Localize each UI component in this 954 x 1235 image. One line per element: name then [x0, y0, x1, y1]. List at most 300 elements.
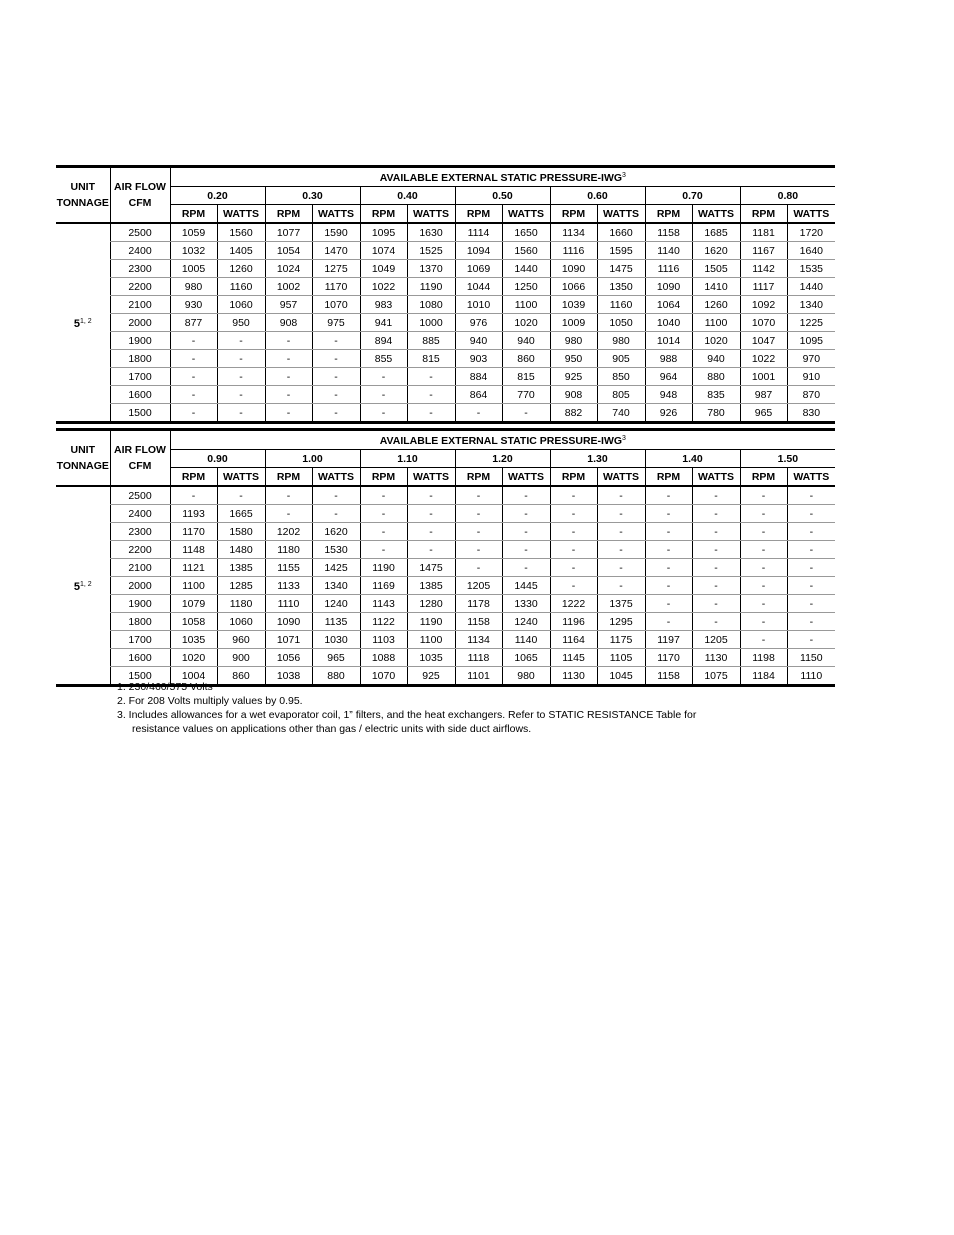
- rpm-cell: 976: [455, 314, 502, 332]
- watts-cell: -: [217, 404, 265, 423]
- rpm-cell: 983: [360, 296, 407, 314]
- watts-cell: -: [217, 386, 265, 404]
- rpm-cell: 1101: [455, 667, 502, 686]
- rpm-cell: 1202: [265, 523, 312, 541]
- watts-cell: 940: [692, 350, 740, 368]
- rpm-cell: 1044: [455, 278, 502, 296]
- rpm-cell: 1222: [550, 595, 597, 613]
- rpm-cell: 1077: [265, 223, 312, 242]
- rpm-cell: 1070: [360, 667, 407, 686]
- rpm-cell: 1158: [455, 613, 502, 631]
- rpm-cell: -: [265, 505, 312, 523]
- table-body: [56, 223, 835, 423]
- rpm-cell: 1110: [265, 595, 312, 613]
- rpm-cell: -: [740, 523, 787, 541]
- rpm-cell: 1059: [170, 223, 217, 242]
- rpm-cell: 1024: [265, 260, 312, 278]
- rpm-cell: 1148: [170, 541, 217, 559]
- cfm-cell: 2000: [110, 314, 170, 332]
- table-row: [56, 404, 835, 423]
- pressure-header: 1.50: [740, 450, 835, 468]
- table-row: [56, 314, 835, 332]
- footnotes: [117, 680, 696, 736]
- rpm-cell: 1074: [360, 242, 407, 260]
- rpm-cell: -: [550, 541, 597, 559]
- rpm-cell: 1142: [740, 260, 787, 278]
- watts-header: WATTS: [597, 468, 645, 487]
- rpm-cell: 1158: [645, 667, 692, 686]
- watts-cell: 860: [502, 350, 550, 368]
- table-row: [56, 523, 835, 541]
- rpm-cell: 988: [645, 350, 692, 368]
- cfm-cell: 1800: [110, 613, 170, 631]
- rpm-cell: -: [455, 505, 502, 523]
- watts-header: WATTS: [312, 205, 360, 224]
- cfm-cell: 2100: [110, 296, 170, 314]
- rpm-header: RPM: [550, 468, 597, 487]
- rpm-cell: 1116: [550, 242, 597, 260]
- rpm-cell: 1180: [265, 541, 312, 559]
- watts-cell: 1100: [692, 314, 740, 332]
- watts-cell: -: [502, 404, 550, 423]
- footnote-3: 3. Includes allowances for a wet evaporator coil, 1” filters, and the heat exchangers. Refer to STATIC RESISTANCE Table for: [117, 709, 697, 721]
- rpm-cell: -: [645, 595, 692, 613]
- watts-cell: -: [217, 486, 265, 505]
- rpm-cell: -: [740, 486, 787, 505]
- rpm-cell: 1001: [740, 368, 787, 386]
- rpm-cell: -: [170, 486, 217, 505]
- watts-cell: 815: [502, 368, 550, 386]
- watts-cell: -: [312, 404, 360, 423]
- rpm-cell: 1145: [550, 649, 597, 667]
- cfm-cell: 1500: [110, 404, 170, 423]
- watts-cell: 850: [597, 368, 645, 386]
- cfm-cell: 2300: [110, 523, 170, 541]
- rpm-cell: 1134: [455, 631, 502, 649]
- watts-cell: 830: [787, 404, 835, 423]
- rpm-cell: -: [170, 404, 217, 423]
- rpm-cell: 877: [170, 314, 217, 332]
- rpm-cell: 1118: [455, 649, 502, 667]
- watts-cell: -: [597, 523, 645, 541]
- blower-performance-table-1: [56, 165, 835, 424]
- watts-cell: 960: [217, 631, 265, 649]
- watts-cell: -: [407, 486, 455, 505]
- rpm-cell: -: [360, 505, 407, 523]
- rpm-cell: 1054: [265, 242, 312, 260]
- esp-title: AVAILABLE EXTERNAL STATIC PRESSURE-IWG$^3$: [170, 167, 835, 187]
- watts-cell: 1260: [692, 296, 740, 314]
- rpm-cell: 855: [360, 350, 407, 368]
- pressure-header: 0.90: [170, 450, 265, 468]
- table-body: [56, 486, 835, 686]
- watts-cell: 1060: [217, 296, 265, 314]
- rpm-cell: 908: [265, 314, 312, 332]
- watts-cell: 1100: [502, 296, 550, 314]
- rpm-header: RPM: [170, 205, 217, 224]
- watts-cell: 1525: [407, 242, 455, 260]
- rpm-cell: 864: [455, 386, 502, 404]
- watts-cell: -: [502, 541, 550, 559]
- pressure-header: 0.30: [265, 187, 360, 205]
- table-row: [56, 332, 835, 350]
- watts-cell: 1095: [787, 332, 835, 350]
- rpm-cell: -: [645, 559, 692, 577]
- rpm-cell: -: [550, 559, 597, 577]
- watts-cell: 1105: [597, 649, 645, 667]
- cfm-cell: 2500: [110, 223, 170, 242]
- watts-cell: 980: [502, 667, 550, 686]
- watts-cell: 1190: [407, 613, 455, 631]
- rpm-cell: 1069: [455, 260, 502, 278]
- cfm-cell: 2300: [110, 260, 170, 278]
- rpm-cell: 1092: [740, 296, 787, 314]
- watts-cell: 835: [692, 386, 740, 404]
- rpm-cell: 1169: [360, 577, 407, 595]
- watts-cell: -: [692, 523, 740, 541]
- rpm-cell: 1058: [170, 613, 217, 631]
- rpm-cell: 1197: [645, 631, 692, 649]
- cfm-cell: 1900: [110, 332, 170, 350]
- rpm-cell: 1022: [360, 278, 407, 296]
- watts-cell: 1595: [597, 242, 645, 260]
- watts-cell: -: [407, 541, 455, 559]
- watts-cell: -: [407, 404, 455, 423]
- air-flow-header: AIR FLOW CFM: [110, 167, 170, 224]
- watts-cell: -: [787, 631, 835, 649]
- watts-header: WATTS: [502, 205, 550, 224]
- rpm-cell: 1130: [550, 667, 597, 686]
- watts-header: WATTS: [692, 205, 740, 224]
- watts-cell: -: [787, 505, 835, 523]
- footnote-2: 2. For 208 Volts multiply values by 0.95.: [117, 695, 303, 707]
- watts-cell: 880: [312, 667, 360, 686]
- watts-cell: 1035: [407, 649, 455, 667]
- rpm-header: RPM: [550, 205, 597, 224]
- table-row: [56, 649, 835, 667]
- watts-cell: -: [407, 523, 455, 541]
- rpm-cell: 1039: [550, 296, 597, 314]
- watts-cell: 1240: [312, 595, 360, 613]
- table-row: [56, 350, 835, 368]
- rpm-cell: -: [645, 505, 692, 523]
- rpm-cell: 884: [455, 368, 502, 386]
- rpm-header: RPM: [455, 205, 502, 224]
- rpm-cell: 940: [455, 332, 502, 350]
- cfm-cell: 1500: [110, 667, 170, 686]
- watts-cell: 1080: [407, 296, 455, 314]
- watts-cell: 1260: [217, 260, 265, 278]
- watts-cell: 1665: [217, 505, 265, 523]
- rpm-cell: -: [360, 523, 407, 541]
- rpm-cell: -: [645, 577, 692, 595]
- watts-cell: 1225: [787, 314, 835, 332]
- watts-cell: -: [692, 577, 740, 595]
- watts-cell: -: [407, 386, 455, 404]
- rpm-cell: 1035: [170, 631, 217, 649]
- rpm-cell: 1155: [265, 559, 312, 577]
- watts-cell: 1535: [787, 260, 835, 278]
- watts-cell: 1375: [597, 595, 645, 613]
- rpm-cell: 930: [170, 296, 217, 314]
- rpm-cell: 1094: [455, 242, 502, 260]
- watts-cell: 1470: [312, 242, 360, 260]
- rpm-cell: 1121: [170, 559, 217, 577]
- table-row: [56, 368, 835, 386]
- watts-cell: 1370: [407, 260, 455, 278]
- watts-cell: 1650: [502, 223, 550, 242]
- watts-cell: 1180: [217, 595, 265, 613]
- watts-cell: 1660: [597, 223, 645, 242]
- watts-cell: 1620: [692, 242, 740, 260]
- rpm-cell: -: [740, 595, 787, 613]
- rpm-cell: 948: [645, 386, 692, 404]
- pressure-header: 0.60: [550, 187, 645, 205]
- watts-cell: 1580: [217, 523, 265, 541]
- cfm-cell: 1900: [110, 595, 170, 613]
- watts-cell: -: [597, 541, 645, 559]
- watts-cell: -: [312, 386, 360, 404]
- watts-cell: 1275: [312, 260, 360, 278]
- pressure-header: 0.80: [740, 187, 835, 205]
- rpm-cell: -: [455, 404, 502, 423]
- pressure-header: 1.40: [645, 450, 740, 468]
- rpm-cell: 1066: [550, 278, 597, 296]
- rpm-cell: 1038: [265, 667, 312, 686]
- cfm-cell: 2200: [110, 541, 170, 559]
- watts-cell: 1205: [692, 631, 740, 649]
- watts-cell: -: [502, 523, 550, 541]
- watts-cell: 1295: [597, 613, 645, 631]
- watts-cell: -: [597, 577, 645, 595]
- watts-cell: 965: [312, 649, 360, 667]
- rpm-cell: 1181: [740, 223, 787, 242]
- watts-cell: 860: [217, 667, 265, 686]
- watts-cell: 1480: [217, 541, 265, 559]
- watts-cell: 1150: [787, 649, 835, 667]
- watts-cell: 1170: [312, 278, 360, 296]
- rpm-cell: -: [265, 486, 312, 505]
- unit-tonnage-header: UNIT TONNAGE: [56, 430, 110, 487]
- rpm-cell: -: [265, 386, 312, 404]
- rpm-cell: 964: [645, 368, 692, 386]
- table-row: [56, 505, 835, 523]
- rpm-cell: -: [550, 523, 597, 541]
- table-row: [56, 486, 835, 505]
- cfm-cell: 2400: [110, 242, 170, 260]
- watts-cell: 970: [787, 350, 835, 368]
- rpm-cell: 1004: [170, 667, 217, 686]
- watts-cell: -: [312, 486, 360, 505]
- rpm-cell: -: [550, 486, 597, 505]
- rpm-header: RPM: [265, 468, 312, 487]
- watts-cell: 1440: [787, 278, 835, 296]
- watts-cell: 1190: [407, 278, 455, 296]
- rpm-cell: 1178: [455, 595, 502, 613]
- watts-cell: 1560: [217, 223, 265, 242]
- watts-cell: 1385: [217, 559, 265, 577]
- rpm-cell: 1158: [645, 223, 692, 242]
- rpm-cell: 1184: [740, 667, 787, 686]
- rpm-cell: 1134: [550, 223, 597, 242]
- watts-cell: -: [787, 523, 835, 541]
- watts-cell: 805: [597, 386, 645, 404]
- watts-cell: 1475: [407, 559, 455, 577]
- cfm-cell: 1600: [110, 386, 170, 404]
- watts-cell: 925: [407, 667, 455, 686]
- rpm-cell: 1032: [170, 242, 217, 260]
- table-row: [56, 260, 835, 278]
- watts-header: WATTS: [407, 205, 455, 224]
- rpm-cell: 894: [360, 332, 407, 350]
- rpm-cell: 1095: [360, 223, 407, 242]
- rpm-cell: 1020: [170, 649, 217, 667]
- rpm-cell: -: [645, 541, 692, 559]
- watts-cell: -: [692, 559, 740, 577]
- watts-header: WATTS: [502, 468, 550, 487]
- table-row: [56, 631, 835, 649]
- watts-cell: 1590: [312, 223, 360, 242]
- watts-header: WATTS: [597, 205, 645, 224]
- rpm-cell: -: [265, 368, 312, 386]
- watts-cell: 1285: [217, 577, 265, 595]
- watts-cell: 940: [502, 332, 550, 350]
- rpm-cell: 1071: [265, 631, 312, 649]
- rpm-cell: 1070: [740, 314, 787, 332]
- rpm-cell: -: [170, 350, 217, 368]
- rpm-cell: -: [360, 541, 407, 559]
- watts-cell: -: [502, 505, 550, 523]
- watts-cell: 870: [787, 386, 835, 404]
- watts-header: WATTS: [407, 468, 455, 487]
- watts-header: WATTS: [312, 468, 360, 487]
- watts-cell: -: [407, 368, 455, 386]
- rpm-cell: 1056: [265, 649, 312, 667]
- watts-cell: -: [692, 486, 740, 505]
- watts-cell: 1340: [312, 577, 360, 595]
- pressure-header: 1.20: [455, 450, 550, 468]
- rpm-cell: 1103: [360, 631, 407, 649]
- rpm-header: RPM: [265, 205, 312, 224]
- watts-cell: 1475: [597, 260, 645, 278]
- rpm-cell: 957: [265, 296, 312, 314]
- rpm-cell: 965: [740, 404, 787, 423]
- watts-cell: 1030: [312, 631, 360, 649]
- watts-cell: 1140: [502, 631, 550, 649]
- esp-title: AVAILABLE EXTERNAL STATIC PRESSURE-IWG$^3$: [170, 430, 835, 450]
- watts-cell: 1065: [502, 649, 550, 667]
- rpm-cell: 903: [455, 350, 502, 368]
- rpm-cell: 1022: [740, 350, 787, 368]
- rpm-cell: -: [170, 386, 217, 404]
- pressure-header: 0.40: [360, 187, 455, 205]
- unit-tonnage-cell: 5$^{1, 2}$: [56, 223, 110, 423]
- watts-cell: 1175: [597, 631, 645, 649]
- watts-cell: 1620: [312, 523, 360, 541]
- rpm-cell: -: [360, 386, 407, 404]
- rpm-cell: 1193: [170, 505, 217, 523]
- table-row: [56, 296, 835, 314]
- watts-cell: 1110: [787, 667, 835, 686]
- rpm-cell: -: [550, 577, 597, 595]
- watts-cell: -: [217, 368, 265, 386]
- rpm-cell: 1196: [550, 613, 597, 631]
- rpm-cell: 950: [550, 350, 597, 368]
- table-row: [56, 242, 835, 260]
- rpm-cell: -: [740, 541, 787, 559]
- rpm-cell: -: [360, 404, 407, 423]
- watts-cell: 1410: [692, 278, 740, 296]
- watts-cell: 1280: [407, 595, 455, 613]
- cfm-cell: 2400: [110, 505, 170, 523]
- pressure-header: 0.20: [170, 187, 265, 205]
- rpm-cell: 1164: [550, 631, 597, 649]
- rpm-cell: 1114: [455, 223, 502, 242]
- rpm-cell: 980: [170, 278, 217, 296]
- watts-cell: -: [787, 577, 835, 595]
- cfm-cell: 1700: [110, 631, 170, 649]
- rpm-cell: -: [645, 523, 692, 541]
- watts-cell: -: [312, 505, 360, 523]
- rpm-header: RPM: [740, 205, 787, 224]
- watts-cell: 950: [217, 314, 265, 332]
- rpm-cell: 1117: [740, 278, 787, 296]
- rpm-cell: 1047: [740, 332, 787, 350]
- rpm-cell: 882: [550, 404, 597, 423]
- rpm-cell: 1090: [645, 278, 692, 296]
- cfm-cell: 2500: [110, 486, 170, 505]
- rpm-cell: -: [360, 368, 407, 386]
- rpm-cell: -: [170, 368, 217, 386]
- watts-header: WATTS: [217, 468, 265, 487]
- rpm-cell: 1116: [645, 260, 692, 278]
- cfm-cell: 2000: [110, 577, 170, 595]
- watts-cell: 815: [407, 350, 455, 368]
- rpm-cell: 1205: [455, 577, 502, 595]
- rpm-cell: -: [455, 523, 502, 541]
- table-row: [56, 577, 835, 595]
- watts-cell: 1130: [692, 649, 740, 667]
- watts-cell: -: [312, 350, 360, 368]
- table-row: [56, 595, 835, 613]
- rpm-cell: 1100: [170, 577, 217, 595]
- rpm-cell: -: [455, 486, 502, 505]
- watts-cell: 1505: [692, 260, 740, 278]
- watts-cell: 1385: [407, 577, 455, 595]
- table-row: [56, 541, 835, 559]
- watts-cell: -: [312, 368, 360, 386]
- rpm-header: RPM: [645, 205, 692, 224]
- rpm-cell: -: [550, 505, 597, 523]
- watts-cell: -: [787, 595, 835, 613]
- watts-cell: -: [312, 332, 360, 350]
- rpm-cell: -: [265, 350, 312, 368]
- rpm-watts-header-row: [56, 468, 835, 487]
- rpm-cell: 1002: [265, 278, 312, 296]
- pressure-header: 0.50: [455, 187, 550, 205]
- watts-cell: -: [692, 505, 740, 523]
- watts-cell: -: [217, 332, 265, 350]
- watts-cell: -: [692, 595, 740, 613]
- watts-cell: -: [502, 559, 550, 577]
- rpm-cell: -: [645, 486, 692, 505]
- rpm-cell: 926: [645, 404, 692, 423]
- watts-cell: -: [597, 486, 645, 505]
- rpm-cell: 1090: [265, 613, 312, 631]
- watts-cell: 1530: [312, 541, 360, 559]
- footnote-3-continued: resistance values on applications other than gas / electric units with side duct airflows.: [132, 723, 532, 735]
- watts-header: WATTS: [217, 205, 265, 224]
